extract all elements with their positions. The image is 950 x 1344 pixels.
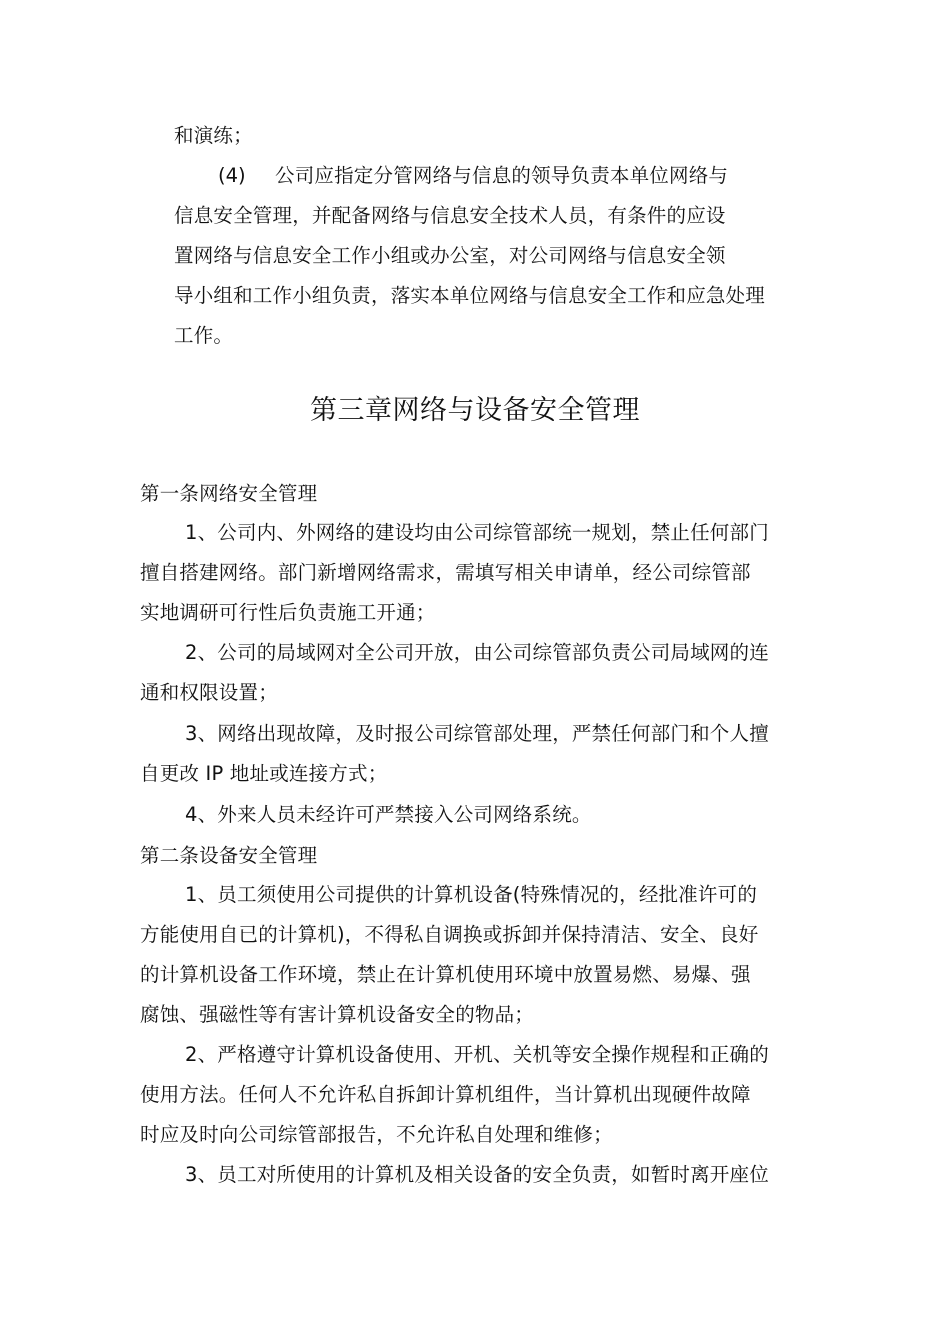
paragraph-line: 实地调研可行性后负责施工开通； — [140, 601, 436, 624]
paragraph-line: 腐蚀、强磁性等有害计算机设备安全的物品； — [140, 1003, 535, 1026]
chapter-title: 第三章网络与设备安全管理 — [310, 395, 640, 426]
paragraph-line: 的计算机设备工作环境，禁止在计算机使用环境中放置易燃、易爆、强 — [140, 963, 751, 986]
paragraph-line: 时应及时向公司综管部报告，不允许私自处理和维修； — [140, 1123, 613, 1146]
paragraph-line: 3、网络出现故障，及时报公司综管部处理，严禁任何部门和个人擅 — [185, 722, 769, 745]
article-heading: 第一条网络安全管理 — [140, 482, 318, 505]
paragraph-line: 擅自搭建网络。部门新增网络需求，需填写相关申请单，经公司综管部 — [140, 561, 751, 584]
paragraph-line: 2、公司的局域网对全公司开放，由公司综管部负责公司局域网的连 — [185, 641, 769, 664]
paragraph-line: 和演练； — [174, 124, 253, 147]
paragraph-line: 3、员工对所使用的计算机及相关设备的安全负责，如暂时离开座位 — [185, 1163, 769, 1186]
paragraph-line: 导小组和工作小组负责，落实本单位网络与信息安全工作和应急处理 — [174, 284, 766, 307]
paragraph-line: 方能使用自已的计算机)，不得私自调换或拆卸并保持清洁、安全、良好 — [140, 923, 759, 946]
paragraph-line: 自更改 IP 地址或连接方式； — [140, 762, 388, 785]
paragraph-line: 通和权限设置； — [140, 681, 278, 704]
paragraph-line: 1、员工须使用公司提供的计算机设备(特殊情况的，经批准许可的 — [185, 883, 758, 906]
paragraph-line: 1、公司内、外网络的建设均由公司综管部统一规划，禁止任何部门 — [185, 521, 769, 544]
paragraph-line: 公司应指定分管网络与信息的领导负责本单位网络与 — [275, 164, 729, 187]
paragraph-line: 4、外来人员未经许可严禁接入公司网络系统。 — [185, 803, 592, 826]
article-heading: 第二条设备安全管理 — [140, 844, 318, 867]
paragraph-line: 信息安全管理，并配备网络与信息安全技术人员，有条件的应设 — [174, 204, 726, 227]
paragraph-line: 使用方法。任何人不允许私自拆卸计算机组件，当计算机出现硬件故障 — [140, 1083, 751, 1106]
paragraph-line: 2、严格遵守计算机设备使用、开机、关机等安全操作规程和正确的 — [185, 1043, 769, 1066]
paragraph-line: 置网络与信息安全工作小组或办公室，对公司网络与信息安全领 — [174, 244, 726, 267]
paragraph-line: 工作。 — [174, 324, 234, 347]
item-number: (4) — [218, 164, 246, 187]
